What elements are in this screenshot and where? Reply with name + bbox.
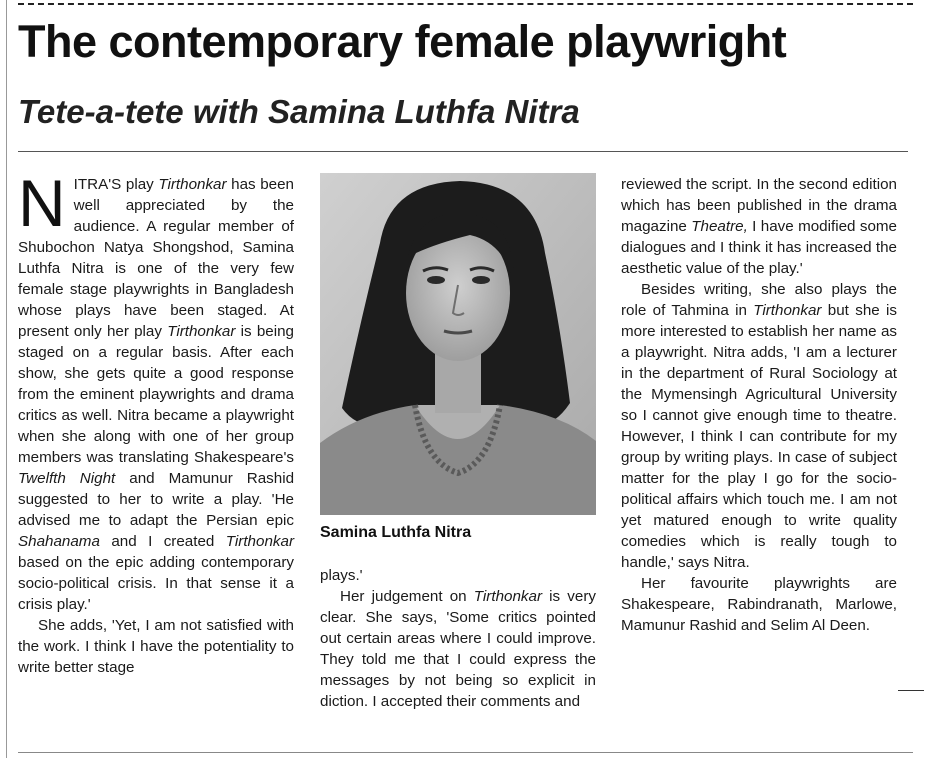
photo-caption: Samina Luthfa Nitra [320,524,472,541]
subheadline: Tete-a-tete with Samina Luthfa Nitra [18,93,580,130]
column-2 [320,565,596,712]
text-run: is being staged on a regular basis. After each show, she gets quite a good response from the eminent playwrights and drama critics as well. Nitra became a playwright when she along with one of her group members was translating Shakespeare's [18,323,294,466]
play-title: Tirthonkar [473,588,543,605]
headline: The contemporary female playwright [18,16,787,67]
text-run: ITRA'S play [73,176,159,193]
text-run: and Mamunur Rashid suggested to her to write a play. 'He advised me to adapt the Persian epic [18,470,295,529]
col1-paragraph-1 [18,166,295,615]
text-run: but she is more interested to establish her name as a playwright. Nitra adds, 'I am a lecturer in the department of Rural Sociology at the Mymensingh Agricultural University so I cannot give enough time to theatre. However, I think I can contribute for my group by writing plays. In case of subject matter for the play I go for the socio-political affairs which touch me. I am not yet matured enough to write quality comedies which is really tough to handle,' says Nitra. [621,302,897,571]
portrait-image [320,173,596,515]
col3-paragraph-3: Her favourite playwrights are Shakespeare, Rabindranath, Marlowe, Mamunur Rashid and Selim Al Deen. [621,575,897,634]
play-title: Tirthonkar [753,302,822,319]
play-title: Tirthonkar [225,533,294,550]
epic-title: Shahanama [18,533,100,550]
play-title: Tirthonkar [158,176,227,193]
text-run: Her judgement on [340,588,474,605]
column-3 [621,174,897,636]
header-divider [18,151,908,152]
text-run: reviewed the script. In the second edition which has been published in the drama magazine [621,176,897,235]
text-run: and I created [99,533,226,550]
col2-paragraph-1: plays.' [320,567,363,584]
top-dashed-rule [18,3,913,5]
page-edge-rule [6,0,7,758]
col3-paragraph-1 [621,174,897,279]
text-run: I have modified some dialogues and I think it has increased the aesthetic value of the play.' [621,218,897,277]
col3-paragraph-2 [621,279,897,573]
text-run: based on the epic adding contemporary socio-political crisis. In that sense it a crisis play.' [18,554,294,613]
col1-paragraph-2: She adds, 'Yet, I am not satisfied with the work. I think I have the potentiality to write better stage [18,617,294,676]
text-run: Besides writing, she also plays the role of Tahmina in [621,281,897,319]
margin-mark [898,690,924,691]
col2-paragraph-2 [320,586,596,712]
text-run: is very clear. She says, 'Some critics pointed out certain areas where I could improve. They told me that I could express the messages by not being so explicit in diction. I accepted their comments and [320,588,596,710]
drop-cap: N [18,166,66,240]
magazine-title: Theatre, [691,218,748,235]
play-title: Twelfth Night [18,470,116,487]
column-1 [18,166,295,678]
text-run: has been well appreciated by the audience. A regular member of Shubochon Natya Shongshod, Samina Luthfa Nitra is one of the very few female stage playwrights in Bangladesh whose plays have been staged. At present only her play [18,176,294,340]
play-title: Tirthonkar [167,323,236,340]
bottom-rule [18,752,913,753]
portrait-photo [320,173,596,515]
